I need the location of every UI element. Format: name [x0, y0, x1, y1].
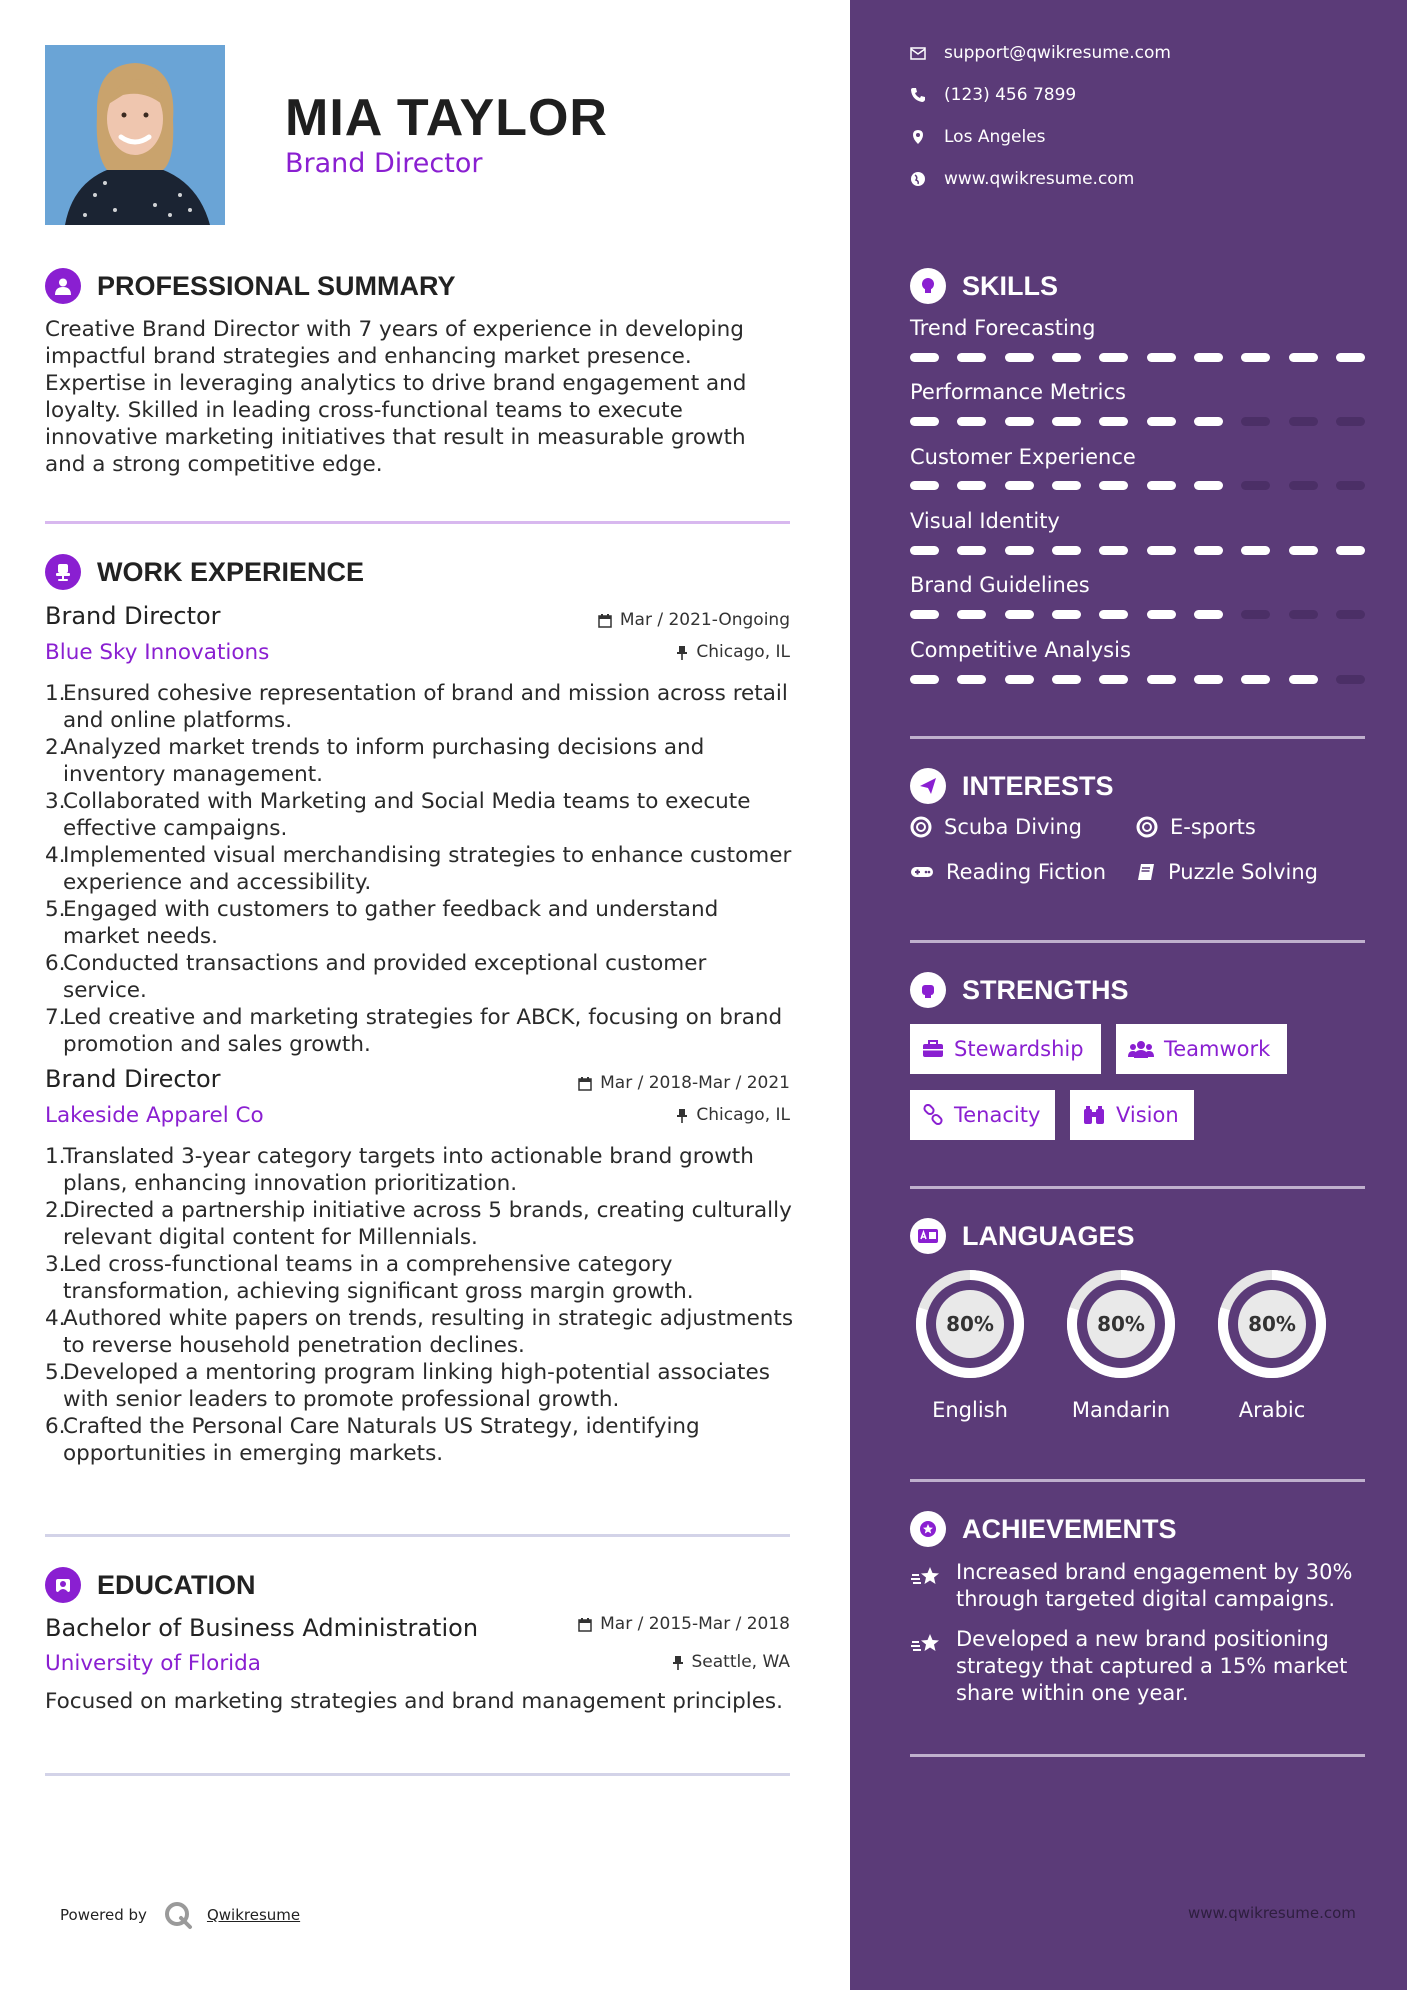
email-text: support@qwikresume.com	[944, 43, 1171, 63]
language-name: English	[932, 1398, 1008, 1422]
skill-dash-filled	[1005, 610, 1034, 619]
interest-item	[1136, 860, 1318, 884]
calendar-icon	[578, 1076, 592, 1091]
skill-dash-filled	[1099, 481, 1128, 490]
language-gauge	[1212, 1264, 1332, 1384]
education-heading: EDUCATION	[97, 1569, 256, 1600]
list-item: 4. Authored white papers on trends, resulting in strategic adjustments to reverse household penetration declines.	[45, 1306, 794, 1358]
skill-dash-filled	[1194, 353, 1223, 362]
skill-dash-filled	[1052, 675, 1081, 684]
book-icon	[1136, 862, 1156, 882]
skill-dash-filled	[1052, 610, 1081, 619]
profile-photo	[45, 45, 225, 225]
strength-label: Teamwork	[1164, 1037, 1271, 1061]
achievements-heading: ACHIEVEMENTS	[962, 1513, 1177, 1544]
school-name: University of Florida	[45, 1651, 261, 1676]
achievement-item	[910, 1559, 1370, 1613]
strength-label: Stewardship	[954, 1037, 1084, 1061]
education-date-text: Mar / 2015-Mar / 2018	[600, 1614, 790, 1634]
summary-section-header	[45, 268, 456, 304]
achievements-section-header	[910, 1511, 1177, 1547]
education-location-text: Seattle, WA	[691, 1652, 790, 1672]
website-text: www.qwikresume.com	[944, 169, 1135, 189]
language-gauge	[1061, 1264, 1181, 1384]
interests-section-header	[910, 768, 1114, 804]
skill-dash-filled	[1194, 675, 1223, 684]
skill-dash-filled	[1289, 546, 1318, 555]
skill-dash-filled	[910, 546, 939, 555]
skill-dash-filled	[1099, 417, 1128, 426]
link-icon	[922, 1104, 944, 1126]
skill-dash-filled	[1052, 546, 1081, 555]
skill-dash-filled	[1005, 481, 1034, 490]
skill-dash-empty	[1336, 675, 1365, 684]
footer-website[interactable]: www.qwikresume.com	[1188, 1904, 1356, 1922]
skill-dash-filled	[1099, 675, 1128, 684]
strength-label: Vision	[1116, 1103, 1179, 1127]
skill-dash-filled	[910, 353, 939, 362]
skills-section-header	[910, 268, 1058, 304]
contact-email[interactable]	[910, 43, 1171, 63]
interest-label: E-sports	[1170, 815, 1256, 839]
skill-dash-filled	[1336, 546, 1365, 555]
pin-icon	[672, 1655, 684, 1670]
sidebar	[850, 0, 1407, 1990]
skill-dash-empty	[1289, 481, 1318, 490]
section-divider	[910, 1186, 1365, 1189]
powered-by-text: Powered by	[60, 1906, 147, 1924]
degree-title: Bachelor of Business Administration	[45, 1614, 479, 1642]
user-icon	[45, 268, 81, 304]
lifebuoy-icon	[1136, 816, 1158, 838]
translate-icon	[910, 1218, 946, 1254]
skill-dash-filled	[1194, 481, 1223, 490]
skill-dash-filled	[1005, 546, 1034, 555]
calendar-icon	[578, 1617, 592, 1632]
list-item: 6. Crafted the Personal Care Naturals US Strategy, identifying opportunities in emerging markets.	[45, 1414, 700, 1466]
skill-dash-filled	[957, 417, 986, 426]
chair-icon	[45, 554, 81, 590]
interest-item	[1136, 815, 1256, 839]
section-divider	[45, 1773, 790, 1776]
language-name: Mandarin	[1071, 1398, 1171, 1422]
section-divider	[910, 1479, 1365, 1482]
skill-dash-filled	[1099, 353, 1128, 362]
job-date-text: Mar / 2021-Ongoing	[619, 610, 790, 630]
globe-icon	[910, 171, 926, 187]
skill-dash-filled	[957, 481, 986, 490]
list-item: 5. Engaged with customers to gather feedback and understand market needs.	[45, 897, 719, 949]
job-location	[676, 642, 790, 662]
list-item: 7. Led creative and marketing strategies for ABCK, focusing on brand promotion and sales growth.	[45, 1005, 783, 1057]
strength-badge	[910, 1090, 1055, 1140]
achievement-item	[910, 1626, 1370, 1707]
interest-item	[910, 815, 1082, 839]
skill-dash-empty	[1241, 610, 1270, 619]
skill-dash-filled	[1147, 610, 1176, 619]
paper-plane-icon	[910, 768, 946, 804]
skill-dash-empty	[1289, 610, 1318, 619]
skill-dash-filled	[1241, 675, 1270, 684]
language-percent: 80%	[946, 1312, 994, 1336]
skill-rating	[910, 353, 1365, 363]
job-location	[676, 1105, 790, 1125]
section-divider	[910, 736, 1365, 739]
skill-dash-filled	[957, 353, 986, 362]
language-gauge	[910, 1264, 1030, 1384]
calendar-icon	[598, 613, 612, 628]
skill-dash-filled	[1099, 546, 1128, 555]
skill-dash-filled	[1147, 675, 1176, 684]
candidate-name: MIA TAYLOR	[285, 89, 608, 147]
phone-icon	[910, 87, 926, 103]
company-name: Lakeside Apparel Co	[45, 1103, 264, 1128]
skill-dash-filled	[1005, 675, 1034, 684]
skill-dash-filled	[1052, 417, 1081, 426]
list-item: 1. Translated 3-year category targets into actionable brand growth plans, enhancing innovation prioritization.	[45, 1144, 754, 1196]
section-divider	[910, 1754, 1365, 1757]
skill-dash-filled	[1194, 610, 1223, 619]
pin-icon	[676, 645, 688, 660]
lifebuoy-icon	[910, 816, 932, 838]
list-item: 4. Implemented visual merchandising strategies to enhance customer experience and accessibility.	[45, 843, 792, 895]
envelope-icon	[910, 47, 926, 60]
binoculars-icon	[1082, 1105, 1106, 1125]
skill-dash-filled	[910, 610, 939, 619]
skill-rating	[910, 481, 1365, 491]
job-responsibilities	[45, 1143, 795, 1467]
phone-text: (123) 456 7899	[944, 85, 1077, 105]
skill-dash-empty	[1336, 417, 1365, 426]
lightbulb-icon	[910, 268, 946, 304]
language-percent: 80%	[1248, 1312, 1296, 1336]
strengths-heading: STRENGTHS	[962, 974, 1129, 1005]
education-note: Focused on marketing strategies and brand management principles.	[45, 1689, 783, 1714]
job-title: Brand Director	[45, 602, 221, 630]
section-divider	[910, 940, 1365, 943]
work-heading: WORK EXPERIENCE	[97, 556, 365, 587]
work-section-header	[45, 554, 364, 590]
interests-heading: INTERESTS	[962, 770, 1114, 801]
skill-dash-filled	[910, 481, 939, 490]
location-text: Los Angeles	[944, 127, 1046, 147]
job-date-text: Mar / 2018-Mar / 2021	[600, 1073, 790, 1093]
interest-label: Puzzle Solving	[1168, 860, 1318, 884]
languages-section-header	[910, 1218, 1135, 1254]
skills-heading: SKILLS	[962, 270, 1059, 301]
list-item: 2. Analyzed market trends to inform purchasing decisions and inventory management.	[45, 735, 705, 787]
skill-dash-filled	[1099, 610, 1128, 619]
education-section-header	[45, 1567, 256, 1603]
skill-dash-filled	[957, 546, 986, 555]
education-date	[578, 1614, 790, 1634]
skill-rating	[910, 610, 1365, 620]
skill-dash-filled	[1147, 546, 1176, 555]
interest-label: Reading Fiction	[946, 860, 1107, 884]
skill-name: Competitive Analysis	[910, 638, 1131, 662]
job-title: Brand Director	[45, 1065, 221, 1093]
list-item: 5. Developed a mentoring program linking high-potential associates with senior leaders to promote professional growth.	[45, 1360, 770, 1412]
list-item: 2. Directed a partnership initiative across 5 brands, creating culturally relevant digital content for Millennials.	[45, 1198, 792, 1250]
job-location-text: Chicago, IL	[696, 642, 790, 662]
section-divider	[45, 521, 790, 524]
list-item: 3. Collaborated with Marketing and Social Media teams to execute effective campaigns.	[45, 789, 751, 841]
skill-dash-filled	[1005, 417, 1034, 426]
skill-dash-filled	[910, 417, 939, 426]
gamepad-icon	[910, 864, 934, 880]
shooting-star-icon	[910, 1632, 942, 1656]
skill-dash-filled	[1336, 353, 1365, 362]
skill-dash-empty	[1289, 417, 1318, 426]
skill-dash-filled	[957, 675, 986, 684]
fist-icon	[910, 972, 946, 1008]
briefcase-icon	[922, 1040, 944, 1058]
list-item: 1. Ensured cohesive representation of brand and mission across retail and online platforms.	[45, 681, 788, 733]
skill-name: Visual Identity	[910, 509, 1060, 533]
contact-phone[interactable]	[910, 85, 1076, 105]
skill-dash-filled	[1241, 353, 1270, 362]
summary-text: Creative Brand Director with 7 years of experience in developing impactful brand strategies and enhancing market presence. Expertise in leveraging analytics to drive brand engagement and loyalty. Skilled in leading cross-functional teams to execute innovative marketing initiatives that result in measurable growth and a strong competitive edge.	[45, 317, 747, 477]
job-date	[598, 610, 790, 630]
skill-dash-empty	[1336, 610, 1365, 619]
language-percent: 80%	[1097, 1312, 1145, 1336]
contact-location	[910, 127, 1046, 147]
strength-badge	[1070, 1090, 1194, 1140]
skill-dash-filled	[1194, 417, 1223, 426]
skill-dash-filled	[1005, 353, 1034, 362]
skill-dash-filled	[1147, 353, 1176, 362]
strength-badge	[910, 1024, 1101, 1074]
skill-rating	[910, 546, 1365, 556]
skill-dash-filled	[1241, 546, 1270, 555]
candidate-title: Brand Director	[285, 148, 483, 179]
skill-name: Performance Metrics	[910, 380, 1126, 404]
qwikresume-logo-icon	[163, 1900, 193, 1930]
strengths-section-header	[910, 972, 1129, 1008]
skill-rating	[910, 675, 1365, 685]
skill-dash-empty	[1241, 481, 1270, 490]
job-location-text: Chicago, IL	[696, 1105, 790, 1125]
shooting-star-icon	[910, 1565, 942, 1589]
skill-dash-empty	[1336, 481, 1365, 490]
strength-badge	[1116, 1024, 1287, 1074]
location-pin-icon	[910, 129, 926, 145]
skill-dash-filled	[1289, 675, 1318, 684]
language-name: Arabic	[1238, 1398, 1306, 1422]
company-name: Blue Sky Innovations	[45, 640, 270, 665]
strength-label: Tenacity	[954, 1103, 1041, 1127]
powered-by	[60, 1900, 300, 1930]
skill-dash-filled	[1194, 546, 1223, 555]
skill-dash-filled	[910, 675, 939, 684]
star-badge-icon	[910, 1511, 946, 1547]
pin-icon	[676, 1108, 688, 1123]
job-responsibilities	[45, 680, 795, 1058]
list-item: 3. Led cross-functional teams in a comprehensive category transformation, achieving significant gross margin growth.	[45, 1252, 694, 1304]
list-item: 6. Conducted transactions and provided exceptional customer service.	[45, 951, 707, 1003]
skill-rating	[910, 417, 1365, 427]
skill-dash-empty	[1241, 417, 1270, 426]
interest-label: Scuba Diving	[944, 815, 1082, 839]
graduate-icon	[45, 1567, 81, 1603]
interest-item	[910, 860, 1106, 884]
contact-website[interactable]	[910, 169, 1134, 189]
languages-heading: LANGUAGES	[962, 1220, 1135, 1251]
users-icon	[1128, 1040, 1154, 1058]
achievement-text: Developed a new brand positioning strategy that captured a 15% market share within one year.	[956, 1627, 1348, 1705]
achievement-text: Increased brand engagement by 30% through targeted digital campaigns.	[956, 1560, 1353, 1611]
skill-dash-filled	[1147, 481, 1176, 490]
skill-dash-filled	[1289, 353, 1318, 362]
skill-dash-filled	[957, 610, 986, 619]
skill-dash-filled	[1052, 481, 1081, 490]
job-date	[578, 1073, 790, 1093]
skill-name: Trend Forecasting	[910, 316, 1096, 340]
education-location	[672, 1652, 791, 1672]
summary-heading: PROFESSIONAL SUMMARY	[97, 270, 456, 301]
skill-dash-filled	[1052, 353, 1081, 362]
skill-dash-filled	[1147, 417, 1176, 426]
section-divider	[45, 1534, 790, 1537]
qwikresume-link[interactable]: Qwikresume	[206, 1906, 301, 1924]
skill-name: Customer Experience	[910, 445, 1136, 469]
skill-name: Brand Guidelines	[910, 573, 1090, 597]
